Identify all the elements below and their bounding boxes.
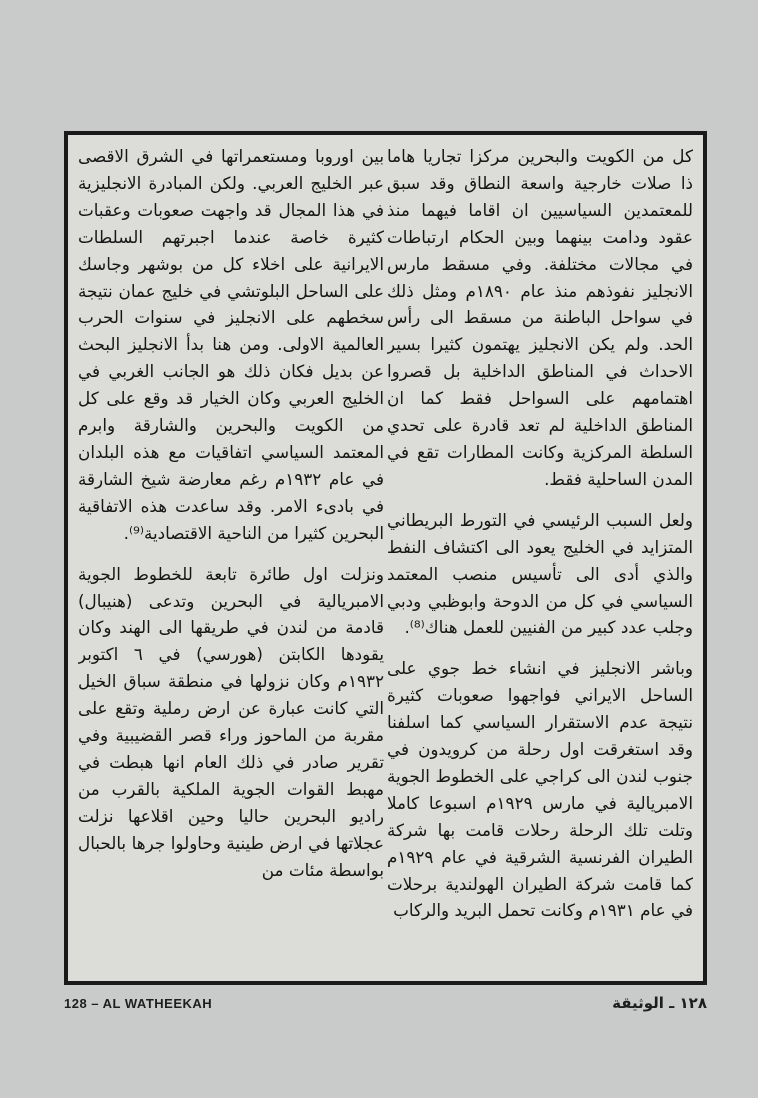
page-footer bbox=[64, 996, 707, 1020]
paragraph: كل من الكويت والبحرين مركزا تجاريا هاما ذا صلات خارجية واسعة النطاق وقد سبق للمعتمدين السياسيين ان اقاما فيهما منذ عقود ودامت بينهما وبين الحكام ارتباطات في مجالات مختلفة. وفي مسقط مارس الانجليز نفوذهم منذ عام ١٨٩٠م ومثل ذلك في سواحل الباطنة من مسقط الى رأس الحد. ولم يكن الانجليز يهتمون كثيرا بسير الاحداث في المناطق الداخلية بل قصروا اهتمامهم على السواحل فقط كما ان المناطق الداخلية لم تعد قادرة على تحدي السلطة المركزية وكانت المطارات تقع في المدن الساحلية فقط. bbox=[387, 146, 693, 489]
paragraph: وباشر الانجليز في انشاء خط جوي على الساحل الايراني فواجهوا صعوبات كثيرة نتيجة عدم الاستقرار السياسي كما اسلفنا وقد استغرقت اول رحلة من كرويدون في جنوب لندن الى كراجي على الخطوط الجوية الامبريالية في مارس ١٩٢٩م اسبوعا كاملا وتلت تلك الرحلة رحلات قامت بها شركة الطيران الفرنسية الشرقية في عام ١٩٢٩م كما قامت شركة الطيران الهولندية برحلات في عام ١٩٣١م وكانت تحمل البريد والركاب bbox=[387, 658, 693, 921]
paragraph: ولعل السبب الرئيسي في التورط البريطاني المتزايد في الخليج يعود الى اكتشاف النفط والذي أدى الى تأسيس منصب المعتمد السياسي في كل من الدوحة وابوظبي ودبي وجلب عدد كبير من الفنيين للعمل هناك⁽⁸⁾. bbox=[387, 509, 693, 638]
footer-page-label-arabic: ١٢٨ ـ الوثيقة bbox=[612, 994, 707, 1012]
footer-page-label-latin: 128 – AL WATHEEKAH bbox=[64, 996, 213, 1011]
paragraph: بين اوروبا ومستعمراتها في الشرق الاقصى عبر الخليج العربي. ولكن المبادرة الانجليزية في هذا المجال قد واجهت صعوبات وعقبات كثيرة خاصة عندما اجبرتهم السلطات الايرانية على اخلاء كل من بوشهر وجاسك على الساحل البلوتشي في خليج عمان نتيجة سخطهم على الانجليز في سنوات الحرب العالمية الاولى. ومن هنا بدأ الانجليز البحث عن بديل فكان ذلك هو الجانب الغربي في الخليج العربي وكان الخيار قد وقع على كل من الكويت والبحرين والشارقة وابرم المعتمد السياسي اتفاقيات مع هذه البلدان في عام ١٩٣٢م رغم معارضة شيخ الشارقة في بادىء الامر. وقد ساعدت هذه الاتفاقية البحرين كثيرا من الناحية الاقتصادية⁽⁹⁾. bbox=[78, 146, 384, 543]
paragraph: ونزلت اول طائرة تابعة للخطوط الجوية الامبريالية في البحرين وتدعى (هنيبال) قادمة من لندن في طريقها الى الهند وكان يقودها الكابتن (هورسي) في ٦ اكتوبر ١٩٣٢م وكان نزولها في منطقة سباق الخيل التي كانت عبارة عن ارض رملية وتقع على مقربة من الماحوز وراء قصر القضيبية وفي تقرير صادر في ذلك العام انها هبطت في مهبط القوات الجوية الملكية بالقرب من راديو البحرين حاليا وحين اقلاعها نزلت عجلاتها في ارض طينية وحاولوا جرها بالحبال بواسطة مئات من bbox=[78, 563, 384, 880]
left-column bbox=[78, 143, 384, 979]
right-column bbox=[387, 143, 693, 979]
article-frame bbox=[64, 131, 707, 985]
